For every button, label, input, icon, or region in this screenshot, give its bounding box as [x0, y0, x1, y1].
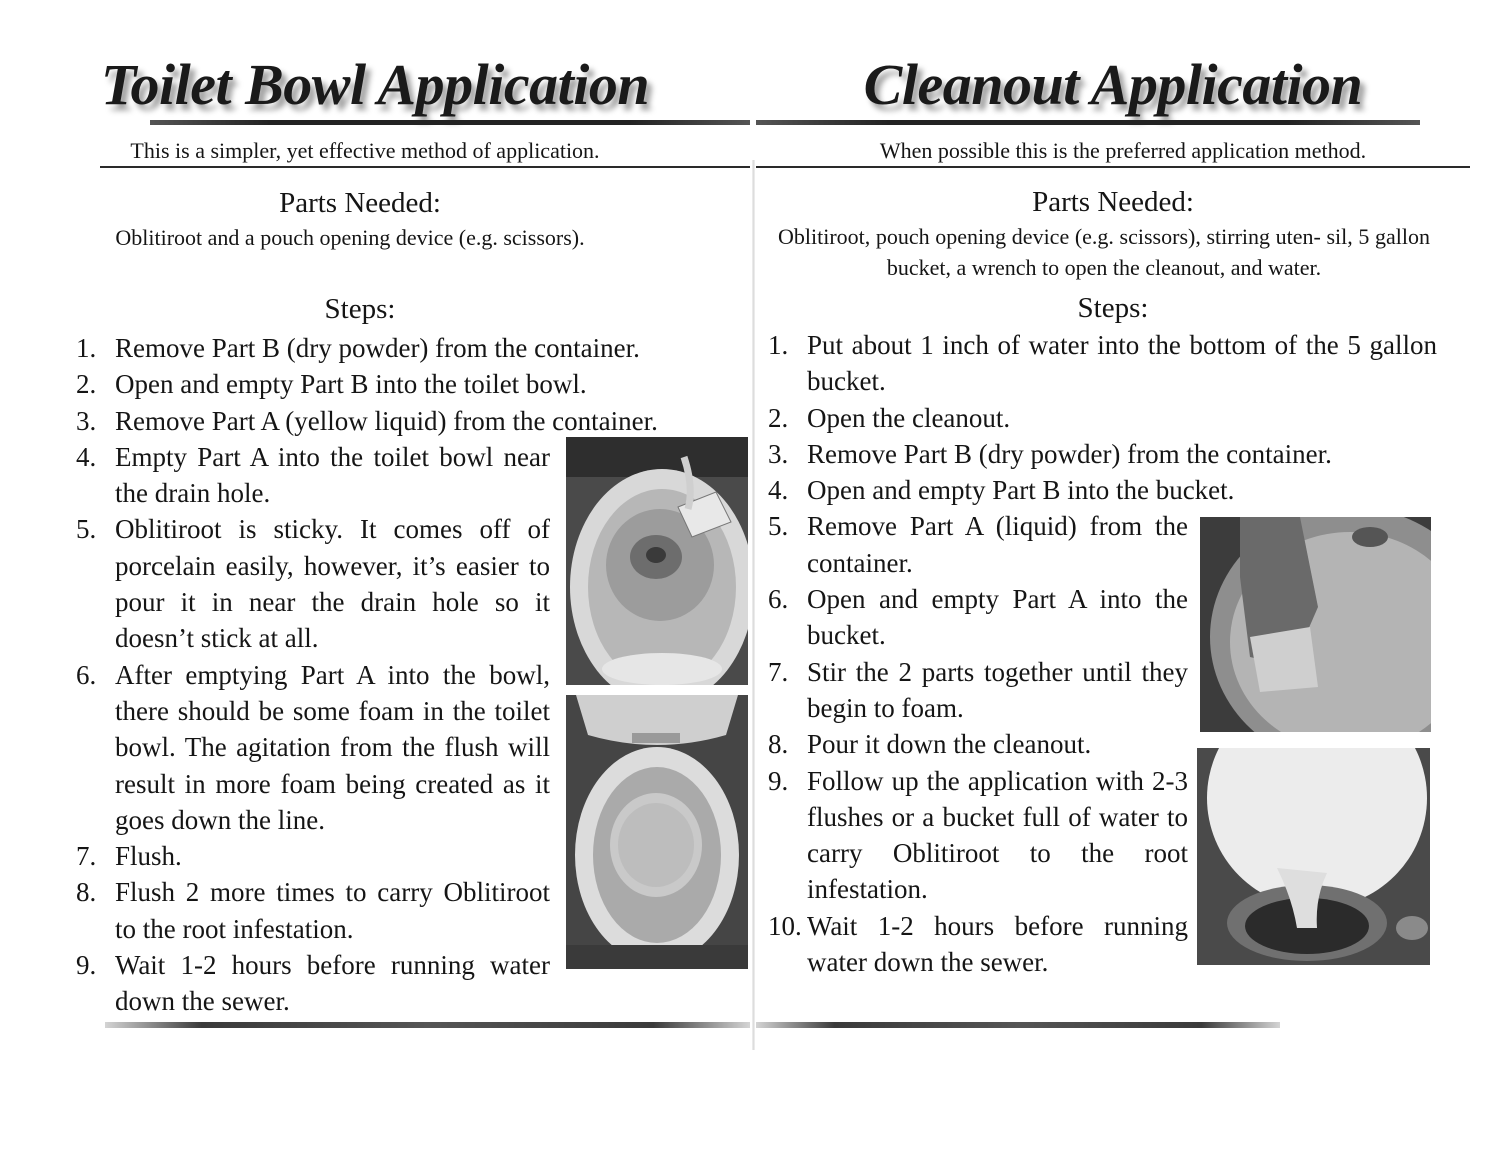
list-item: 1. Put about 1 inch of water into the bottom of the 5 gallon bucket.	[768, 330, 1437, 397]
list-item: 5. Remove Part A (liquid) from the container.	[768, 511, 1188, 578]
list-item: 9. Follow up the application with 2-3 flushes or a bucket full of water to carry Oblitiroot to the root infestation.	[768, 765, 1188, 905]
bucket-stirring-photo	[1200, 517, 1431, 732]
subtitle-rule	[100, 166, 750, 168]
cleanout-steps-list	[768, 327, 1437, 980]
bottom-rule	[105, 1022, 750, 1028]
toilet-steps-list	[76, 330, 658, 1020]
parts-needed-heading: Parts Needed:	[279, 187, 441, 219]
toilet-bowl-subtitle: This is a simpler, yet effective method of application.	[130, 138, 600, 163]
parts-needed-text: Oblitiroot, pouch opening device (e.g. scissors), stirring uten- sil, 5 gallon bucket, a wrench to open the cleanout, and water.	[778, 224, 1430, 280]
toilet-open-lid-photo	[566, 695, 748, 969]
cleanout-title: Cleanout Application	[863, 52, 1363, 117]
list-item: 6. After emptying Part A into the bowl, there should be some foam in the toilet bowl. The agitation from the flush will result in more foam being created as it goes down the line.	[76, 659, 550, 835]
list-item: 5. Oblitiroot is sticky. It comes off of porcelain easily, however, it’s easier to pour it in near the drain hole so it doesn’t stick at all.	[76, 514, 550, 654]
list-item: 4. Empty Part A into the toilet bowl near the drain hole.	[76, 441, 550, 509]
title-rule	[150, 120, 750, 125]
steps-heading: Steps:	[1077, 292, 1149, 324]
toilet-bowl-photo	[566, 437, 748, 685]
list-item: 10. Wait 1-2 hours before running water down the sewer.	[768, 910, 1188, 978]
subtitle-rule	[756, 166, 1470, 168]
list-item: 6. Open and empty Part A into the bucket.	[768, 584, 1188, 651]
parts-needed-heading: Parts Needed:	[1032, 186, 1194, 218]
list-item: 2. Open and empty Part B into the toilet bowl.	[76, 369, 587, 400]
list-item: 4. Open and empty Part B into the bucket.	[768, 475, 1235, 506]
toilet-bowl-title: Toilet Bowl Application	[100, 52, 650, 117]
list-item: 7. Flush.	[76, 841, 182, 872]
list-item: 2. Open the cleanout.	[768, 402, 1011, 433]
steps-heading: Steps:	[324, 293, 396, 325]
list-item: 8. Flush 2 more times to carry Oblitiroot to the root infestation.	[76, 877, 550, 944]
list-item: 3. Remove Part A (yellow liquid) from the container.	[76, 405, 658, 436]
cleanout-pouring-photo	[1197, 748, 1430, 965]
title-rule	[756, 120, 1420, 125]
bottom-rule	[756, 1022, 1280, 1028]
page-fold	[752, 160, 755, 1050]
cleanout-subtitle: When possible this is the preferred application method.	[879, 138, 1367, 163]
parts-needed-text: Oblitiroot and a pouch opening device (e.g. scissors).	[115, 225, 585, 250]
list-item: 7. Stir the 2 parts together until they begin to foam.	[768, 656, 1188, 723]
list-item: 9. Wait 1-2 hours before running water down the sewer.	[76, 950, 550, 1017]
list-item: 3. Remove Part B (dry powder) from the container.	[768, 438, 1332, 469]
list-item: 1. Remove Part B (dry powder) from the container.	[76, 333, 640, 363]
list-item: 8. Pour it down the cleanout.	[768, 729, 1092, 760]
